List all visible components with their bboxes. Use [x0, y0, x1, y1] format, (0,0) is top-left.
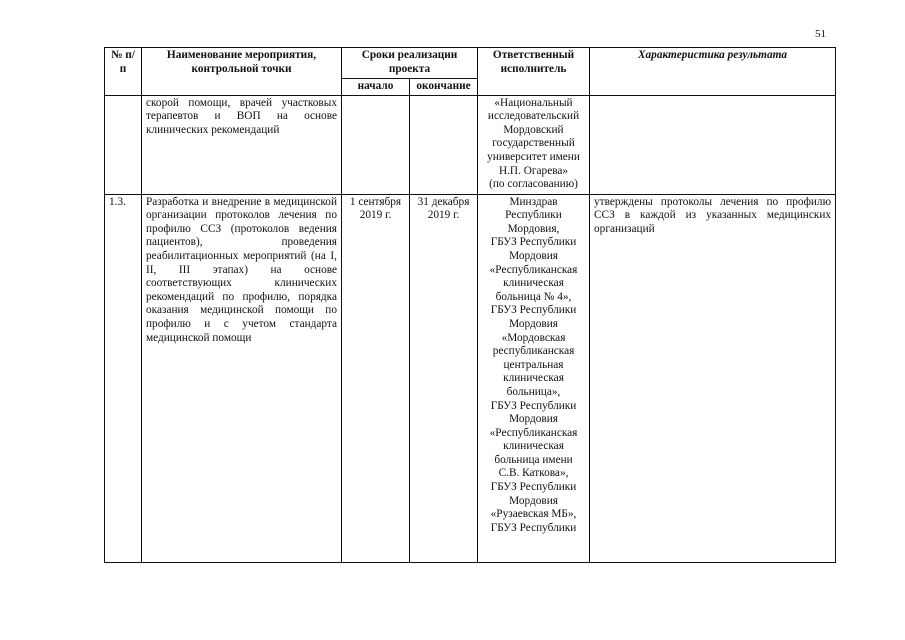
responsible-line: центральная	[503, 358, 564, 371]
row-start	[342, 95, 410, 194]
responsible-line: ГБУЗ Республики	[490, 304, 577, 317]
responsible-line: больница»,	[506, 385, 561, 398]
responsible-line: Мордовия	[509, 494, 558, 507]
table-row	[105, 95, 836, 194]
row-responsible	[478, 194, 590, 562]
header-result: Характеристика результата	[590, 48, 836, 96]
row-end	[410, 95, 478, 194]
row-num: 1.3.	[105, 194, 142, 562]
row-num	[105, 95, 142, 194]
row-result: утверждены протоколы лечения по профилю ССЗ в каждой из указанных медицинских организаций	[590, 194, 836, 562]
responsible-line: Мордовия	[509, 317, 558, 330]
responsible-line: клиническая	[503, 440, 564, 453]
responsible-line: Мордовия	[509, 413, 558, 426]
responsible-line: «Республиканская	[489, 263, 578, 276]
responsible-line: ГБУЗ Республики	[490, 236, 577, 249]
header-terms: Сроки реализации проекта	[342, 48, 478, 79]
responsible-line: С.В. Каткова»,	[498, 467, 569, 480]
responsible-line: Н.П. Огарева»	[498, 164, 569, 177]
header-num: № п/п	[105, 48, 142, 96]
row-name: скорой помощи, врачей участковых терапевтов и ВОП на основе клинических рекомендаций	[142, 95, 342, 194]
responsible-line: Мордовский	[503, 123, 564, 136]
responsible-line: клиническая	[503, 277, 564, 290]
row-responsible	[478, 95, 590, 194]
responsible-line: государственный	[492, 137, 575, 150]
row-result	[590, 95, 836, 194]
responsible-line: «Республиканская	[489, 426, 578, 439]
action-plan-table	[104, 47, 836, 563]
row-start: 1 сентября 2019 г.	[342, 194, 410, 562]
responsible-line: «Рузаевская МБ»,	[490, 508, 577, 521]
header-start: начало	[342, 79, 410, 96]
responsible-line: республиканская	[492, 345, 575, 358]
responsible-line: Мордовия,	[507, 222, 560, 235]
table-row	[105, 194, 836, 562]
row-name: Разработка и внедрение в медицинской организации протоколов лечения по профилю ССЗ (протоколов ведения пациентов), проведения реабилитационных мероприятий (на I, II, III этапах) на основе соответствующих клинических рекомендаций по профилю, порядка оказания медицинской помощи по профилю и с учетом стандарта медицинской помощи	[142, 194, 342, 562]
responsible-line: клиническая	[503, 372, 564, 385]
responsible-line: ГБУЗ Республики	[490, 399, 577, 412]
responsible-line: Мордовия	[509, 249, 558, 262]
responsible-line: исследовательский	[487, 110, 580, 123]
responsible-line: ГБУЗ Республики	[490, 521, 577, 534]
responsible-line: больница № 4»,	[495, 290, 572, 303]
responsible-line: Минздрав	[509, 195, 558, 208]
responsible-line: больница имени	[494, 453, 573, 466]
row-end: 31 декабря 2019 г.	[410, 194, 478, 562]
responsible-line: университет имени	[487, 150, 580, 163]
page-number: 51	[815, 28, 826, 40]
responsible-line: «Мордовская	[501, 331, 566, 344]
header-responsible: Ответственный исполнитель	[478, 48, 590, 96]
responsible-line: Республики	[505, 209, 562, 222]
responsible-line: ГБУЗ Республики	[490, 481, 577, 494]
header-name: Наименование мероприятия, контрольной точки	[142, 48, 342, 96]
responsible-line: «Национальный	[494, 96, 573, 109]
header-end: окончание	[410, 79, 478, 96]
responsible-line: (по согласованию)	[489, 178, 578, 191]
